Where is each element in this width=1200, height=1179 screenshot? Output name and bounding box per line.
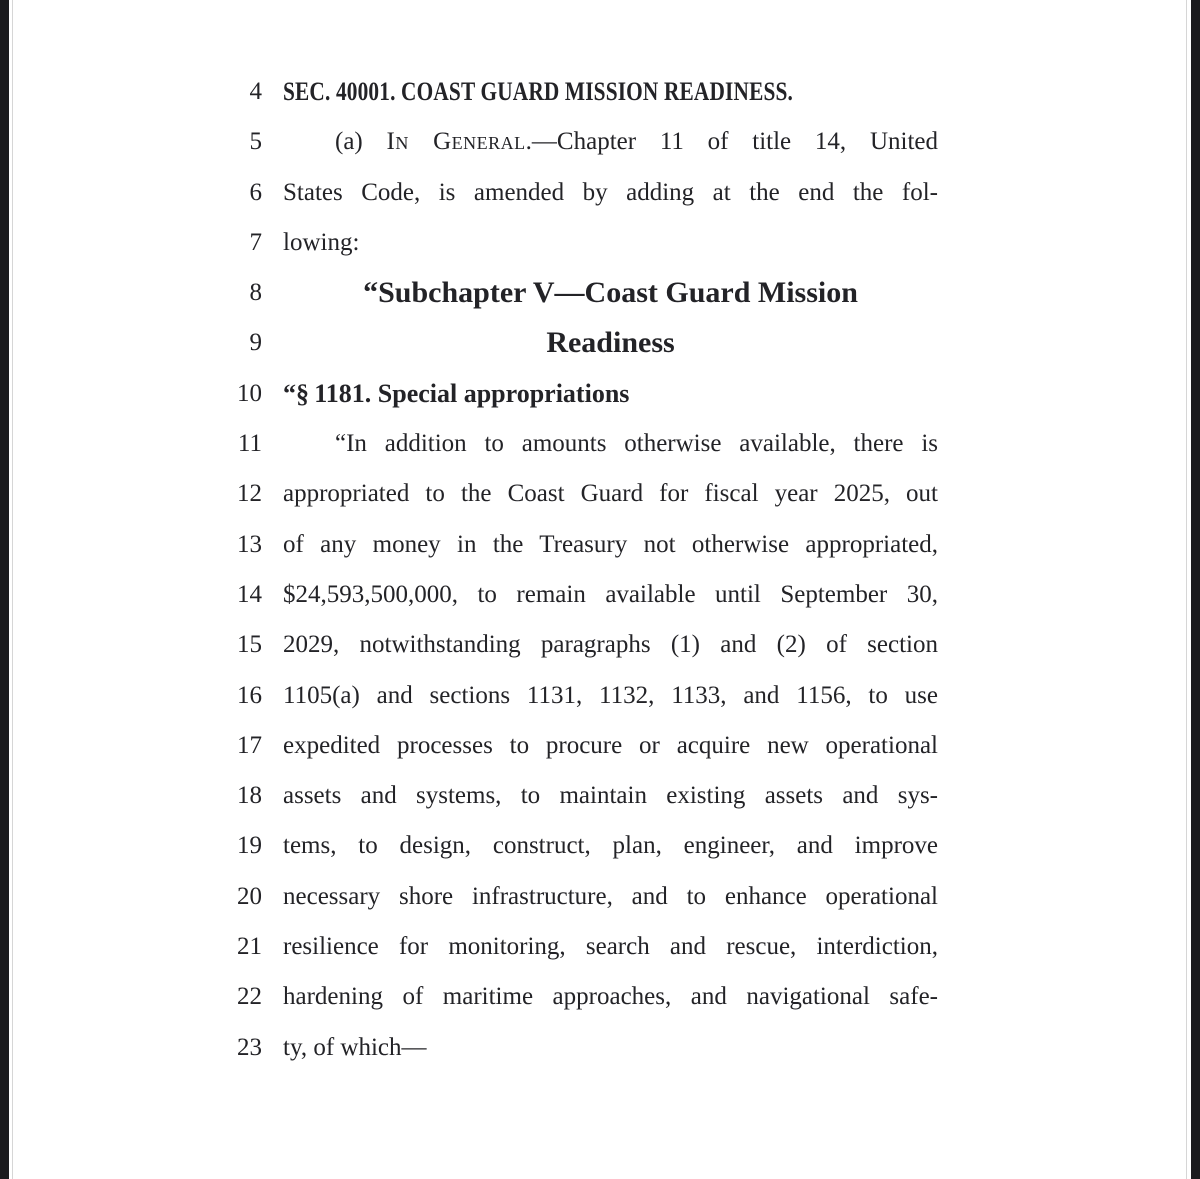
line-text: appropriated to the Coast Guard for fiscal year 2025, out (283, 480, 938, 508)
bill-line (221, 671, 938, 721)
line-number: 21 (237, 933, 262, 961)
document-page (221, 67, 938, 1073)
line-number: 20 (237, 882, 262, 910)
bill-line (221, 268, 938, 318)
bill-line (221, 168, 938, 218)
bill-line (221, 972, 938, 1022)
line-text: tems, to design, construct, plan, engineer, and improve (283, 832, 938, 860)
line-text: hardening of maritime approaches, and navigational safe- (283, 983, 938, 1011)
line-number: 5 (249, 128, 262, 156)
line-text: of any money in the Treasury not otherwise appropriated, (283, 530, 938, 558)
bill-line (221, 620, 938, 670)
screen-edge-right (1191, 0, 1200, 1179)
line-text: assets and systems, to maintain existing assets and sys- (283, 782, 938, 810)
screen-edge-left (0, 0, 9, 1179)
text-segment: .—Chapter 11 of title 14, United (525, 128, 938, 156)
bill-line (221, 469, 938, 519)
line-number: 9 (249, 329, 262, 357)
bill-line (221, 922, 938, 972)
line-number: 13 (237, 530, 262, 558)
line-number: 19 (237, 832, 262, 860)
bill-line (221, 1023, 938, 1073)
line-text (283, 117, 938, 167)
line-text: $24,593,500,000, to remain available until September 30, (283, 580, 938, 608)
line-text: “Subchapter V—Coast Guard Mission (363, 276, 858, 310)
line-text: ty, of which— (283, 1033, 427, 1061)
line-number: 22 (237, 983, 262, 1011)
bill-line (221, 872, 938, 922)
bill-line (221, 318, 938, 368)
text-segment: (a) (335, 128, 387, 156)
bill-line (221, 570, 938, 620)
line-number: 15 (237, 631, 262, 659)
line-text: “§ 1181. Special appropriations (283, 378, 630, 408)
bill-line (221, 821, 938, 871)
bill-line (221, 721, 938, 771)
small-caps-phrase: In General (386, 128, 526, 156)
bill-line (221, 520, 938, 570)
line-text: resilience for monitoring, search and rescue, interdiction, (283, 933, 938, 961)
line-text: “In addition to amounts otherwise available, there is (335, 430, 938, 458)
bill-line (221, 218, 938, 268)
bill-line (221, 771, 938, 821)
line-text: necessary shore infrastructure, and to enhance operational (283, 882, 938, 910)
line-number: 8 (249, 279, 262, 307)
bill-line (221, 419, 938, 469)
line-number: 6 (249, 178, 262, 206)
line-text: 2029, notwithstanding paragraphs (1) and (2) of section (283, 631, 938, 659)
line-number: 14 (237, 580, 262, 608)
bill-line (221, 117, 938, 167)
line-number: 7 (249, 228, 262, 256)
line-number: 4 (249, 78, 262, 105)
line-text: expedited processes to procure or acquire new operational (283, 731, 938, 759)
page-edge-shadow-left (12, 0, 13, 1179)
bill-line (221, 369, 938, 419)
line-number: 17 (237, 731, 262, 759)
line-text: 1105(a) and sections 1131, 1132, 1133, and 1156, to use (283, 681, 938, 709)
bill-line (221, 67, 938, 117)
line-number: 18 (237, 782, 262, 810)
line-number: 23 (237, 1033, 262, 1061)
line-text: Readiness (546, 326, 675, 360)
line-text: SEC. 40001. COAST GUARD MISSION READINESS. (283, 77, 794, 106)
line-number: 16 (237, 681, 262, 709)
line-text: lowing: (283, 228, 360, 256)
line-text: States Code, is amended by adding at the end the fol- (283, 178, 938, 206)
line-number: 10 (237, 379, 262, 407)
line-number: 12 (237, 480, 262, 508)
line-number: 11 (237, 430, 262, 458)
page-edge-shadow-right (1186, 0, 1187, 1179)
